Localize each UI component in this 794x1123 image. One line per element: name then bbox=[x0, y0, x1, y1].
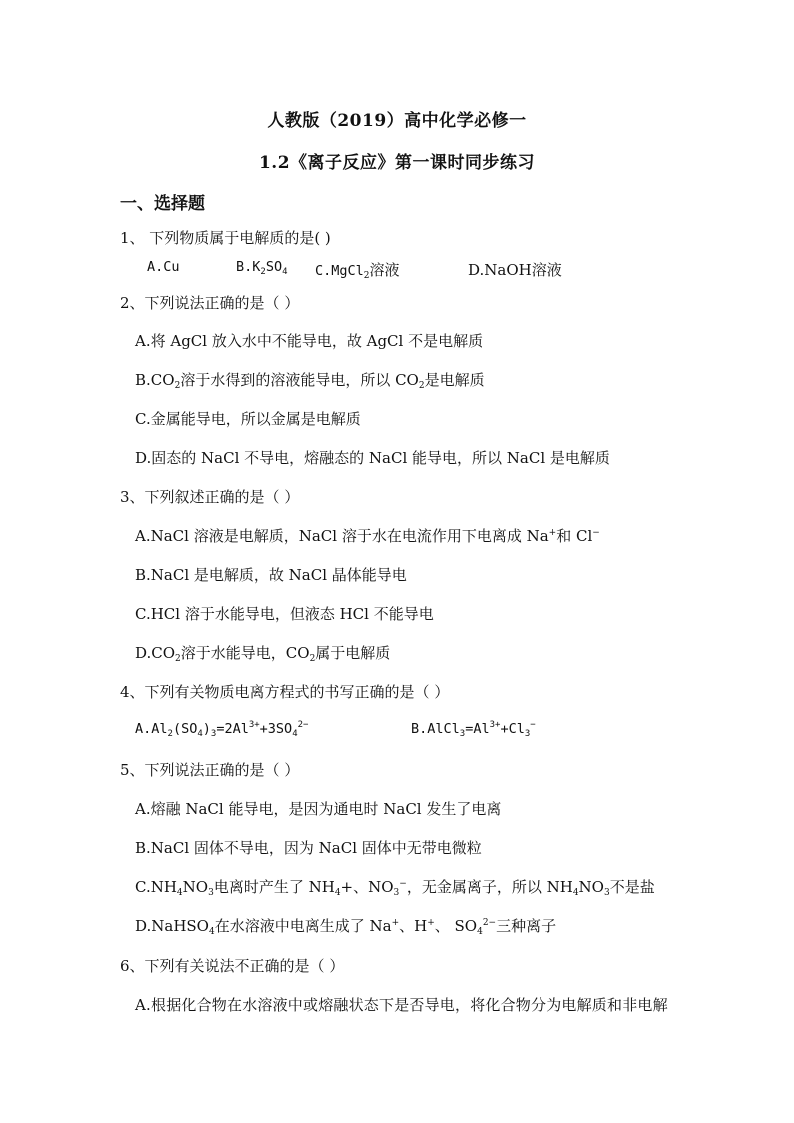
question-2-option-b: $B.CO_2$溶于水得到的溶液能导电，所以 $CO_2$是电解质 bbox=[135, 371, 485, 391]
question-5-option-a: A.熔融 NaCl 能导电，是因为通电时 NaCl 发生了电离 bbox=[135, 800, 502, 818]
question-1-stem: 1、 下列物质属于电解质的是( ) bbox=[120, 229, 331, 247]
document-title: 人教版（2019）高中化学必修一 bbox=[267, 111, 527, 131]
question-5-option-c: $C.NH_4NO_3$电离时产生了 $NH_4+$、$NO_3^-$，无金属离子，所以 $NH_4NO_3$不是盐 bbox=[135, 878, 655, 898]
question-2-option-c: C.金属能导电，所以金属是电解质 bbox=[135, 410, 361, 428]
document-subtitle: 1.2《离子反应》第一课时同步练习 bbox=[258, 153, 536, 173]
question-2-option-d: D.固态的 NaCl 不导电，熔融态的 NaCl 能导电，所以 NaCl 是电解质 bbox=[135, 449, 610, 467]
question-2-stem: 2、下列说法正确的是（ ） bbox=[120, 294, 300, 312]
question-4-option-b: $B.AlCl_3=Al^{3+}+Cl_3^-$ bbox=[411, 720, 536, 739]
question-6-option-a: A.根据化合物在水溶液中或熔融状态下是否导电，将化合物分为电解质和非电解 bbox=[135, 996, 668, 1014]
question-4-stem: 4、下列有关物质电离方程式的书写正确的是（ ） bbox=[120, 683, 450, 701]
question-4-option-a: $A.Al_2(SO_4)_3=2Al^{3+}+3SO_4^{2-}$ bbox=[135, 720, 309, 739]
section-heading: 一、选择题 bbox=[120, 194, 205, 214]
question-6-stem: 6、下列有关说法不正确的是（ ） bbox=[120, 957, 345, 975]
question-3-option-c: C.HCl 溶于水能导电，但液态 HCl 不能导电 bbox=[135, 605, 434, 623]
question-1-option-a: A.Cu bbox=[147, 259, 180, 275]
question-3-option-a: A.NaCl 溶液是电解质，NaCl 溶于水在电流作用下电离成 Na+和 Cl− bbox=[135, 527, 600, 545]
question-1-option-b: $B.K_2SO_4$ bbox=[236, 259, 288, 277]
question-3-option-b: B.NaCl 是电解质，故 NaCl 晶体能导电 bbox=[135, 566, 407, 584]
question-5-option-d: D.NaHSO$_4$在水溶液中电离生成了 Na+、H+、 $SO_4^{2-}$三种离子 bbox=[135, 917, 557, 937]
question-5-option-b: B.NaCl 固体不导电，因为 NaCl 固体中无带电微粒 bbox=[135, 839, 482, 857]
question-1-option-d: D.NaOH溶液 bbox=[468, 261, 562, 279]
question-2-option-a: A.将 AgCl 放入水中不能导电，故 AgCl 不是电解质 bbox=[135, 332, 484, 350]
question-3-stem: 3、下列叙述正确的是（ ） bbox=[120, 488, 300, 506]
question-3-option-d: $D.CO_2$溶于水能导电，$CO_2$属于电解质 bbox=[135, 644, 391, 664]
question-1-option-c: C.MgCl$_2$溶液 bbox=[315, 261, 400, 281]
question-5-stem: 5、下列说法正确的是（ ） bbox=[120, 761, 300, 779]
